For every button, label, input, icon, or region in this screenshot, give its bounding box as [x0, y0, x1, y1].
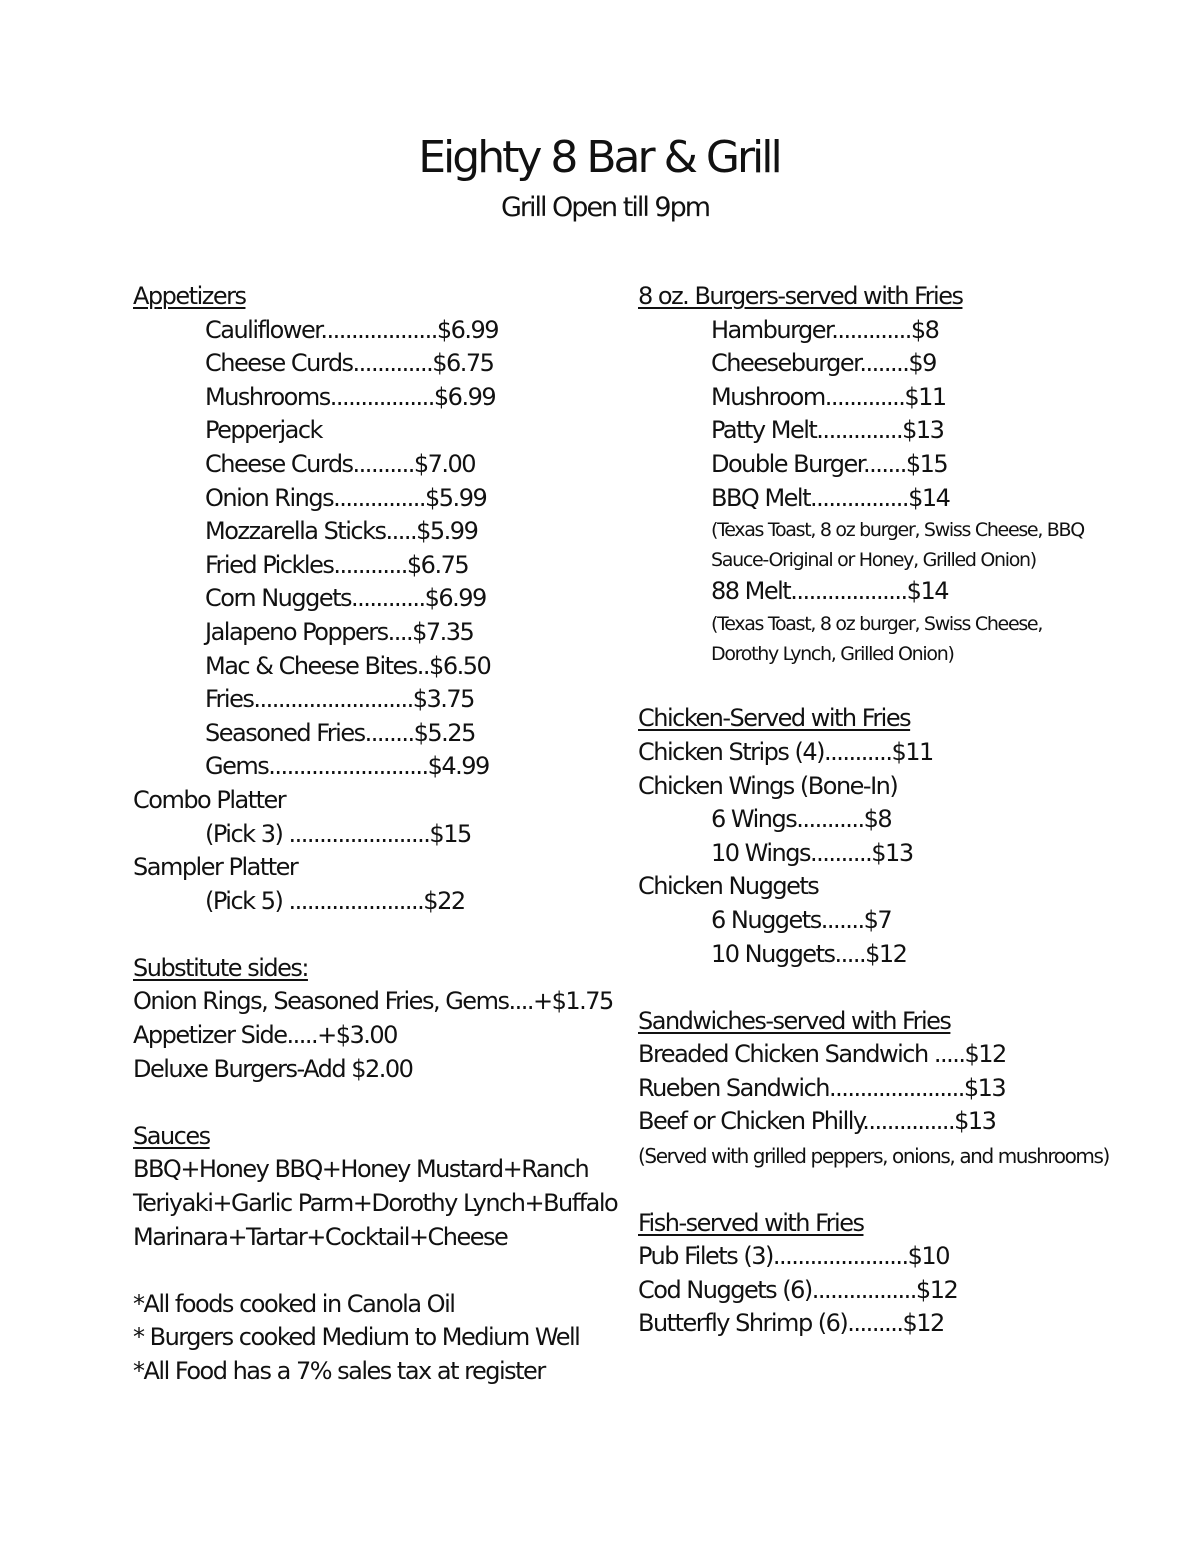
- appetizer-item: Pepperjack: [205, 416, 322, 445]
- sauce-line: Teriyaki+Garlic Parm+Dorothy Lynch+Buffalo: [133, 1189, 618, 1218]
- combo-platter-price: (Pick 3) .......................$15: [205, 819, 471, 848]
- chicken-strips: Chicken Strips (4)...........$11: [638, 737, 933, 766]
- substitute-line: Deluxe Burgers-Add $2.00: [133, 1054, 413, 1083]
- sandwich-item: Breaded Chicken Sandwich .....$12: [638, 1040, 1006, 1069]
- spacer: [133, 918, 593, 952]
- left-column: [133, 280, 618, 1389]
- combo-platter-label: Combo Platter: [133, 785, 286, 814]
- wings-item: 6 Wings...........$8: [711, 805, 892, 834]
- substitute-line: Appetizer Side.....+$3.00: [133, 1021, 397, 1050]
- sandwich-item: Rueben Sandwich......................$13: [638, 1073, 1006, 1102]
- footnote: * Burgers cooked Medium to Medium Well: [133, 1323, 580, 1352]
- sauce-line: Marinara+Tartar+Cocktail+Cheese: [133, 1222, 508, 1251]
- fish-item: Cod Nuggets (6).................$12: [638, 1275, 958, 1304]
- appetizers-heading: Appetizers: [133, 282, 246, 310]
- spacer: [638, 971, 1088, 1005]
- spacer: [133, 1254, 593, 1288]
- nuggets-item: 10 Nuggets.....$12: [711, 939, 907, 968]
- appetizer-item: Cheese Curds..........$7.00: [205, 449, 476, 478]
- wings-item: 10 Wings..........$13: [711, 838, 913, 867]
- appetizer-item: Gems..........................$4.99: [205, 752, 489, 781]
- right-column: [638, 280, 1109, 1341]
- sauce-line: BBQ+Honey BBQ+Honey Mustard+Ranch: [133, 1155, 589, 1184]
- 88-melt-note: (Texas Toast, 8 oz burger, Swiss Cheese,: [711, 612, 1043, 635]
- fish-heading: Fish-served with Fries: [638, 1208, 864, 1237]
- philly-note: (Served with grilled peppers, onions, and mushrooms): [638, 1144, 1109, 1169]
- burger-item: Cheeseburger........$9: [711, 349, 936, 378]
- appetizer-item: Cauliflower...................$6.99: [205, 315, 499, 344]
- spacer: [638, 1173, 1088, 1207]
- burger-item: Hamburger.............$8: [711, 315, 939, 344]
- sandwich-item: Beef or Chicken Philly...............$13: [638, 1107, 996, 1136]
- sandwiches-heading: Sandwiches-served with Fries: [638, 1006, 951, 1035]
- footnote: *All Food has a 7% sales tax at register: [133, 1357, 545, 1385]
- bbq-melt-note: (Texas Toast, 8 oz burger, Swiss Cheese, BBQ: [711, 519, 1084, 542]
- sampler-platter-price: (Pick 5) ......................$22: [205, 886, 465, 915]
- appetizer-item: Mac & Cheese Bites..$6.50: [205, 651, 491, 680]
- footnote: *All foods cooked in Canola Oil: [133, 1289, 455, 1318]
- fish-item: Pub Filets (3)......................$10: [638, 1242, 949, 1271]
- appetizer-item: Seasoned Fries........$5.25: [205, 718, 475, 747]
- sampler-platter-label: Sampler Platter: [133, 853, 298, 882]
- appetizer-item: Fried Pickles............$6.75: [205, 550, 469, 579]
- chicken-heading: Chicken-Served with Fries: [638, 704, 911, 733]
- burgers-heading: 8 oz. Burgers-served with Fries: [638, 282, 963, 310]
- page-title: Eighty 8 Bar & Grill: [418, 132, 780, 183]
- chicken-nuggets-label: Chicken Nuggets: [638, 872, 819, 901]
- appetizer-item: Mozzarella Sticks.....$5.99: [205, 517, 478, 546]
- appetizer-item: Onion Rings...............$5.99: [205, 483, 487, 512]
- burger-item: Mushroom.............$11: [711, 382, 946, 411]
- sauces-heading: Sauces: [133, 1121, 210, 1150]
- burger-item: 88 Melt...................$14: [711, 577, 948, 606]
- appetizer-item: Cheese Curds.............$6.75: [205, 349, 494, 378]
- 88-melt-note: Dorothy Lynch, Grilled Onion): [711, 642, 954, 665]
- spacer: [133, 1086, 593, 1120]
- grill-hours: Grill Open till 9pm: [500, 192, 710, 223]
- appetizer-item: Corn Nuggets............$6.99: [205, 584, 486, 613]
- chicken-wings-label: Chicken Wings (Bone-In): [638, 771, 898, 800]
- appetizer-item: Mushrooms.................$6.99: [205, 382, 496, 411]
- appetizer-item: Fries..........................$3.75: [205, 685, 474, 714]
- fish-item: Butterfly Shrimp (6).........$12: [638, 1309, 944, 1338]
- substitute-line: Onion Rings, Seasoned Fries, Gems....+$1.75: [133, 987, 613, 1016]
- burger-item: BBQ Melt................$14: [711, 483, 950, 512]
- spacer: [638, 669, 1088, 703]
- burger-item: Patty Melt..............$13: [711, 416, 944, 445]
- substitute-sides-heading: Substitute sides:: [133, 953, 308, 982]
- burger-item: Double Burger.......$15: [711, 449, 948, 478]
- appetizer-item: Jalapeno Poppers....$7.35: [205, 617, 474, 646]
- bbq-melt-note: Sauce-Original or Honey, Grilled Onion): [711, 549, 1036, 572]
- nuggets-item: 6 Nuggets.......$7: [711, 905, 892, 934]
